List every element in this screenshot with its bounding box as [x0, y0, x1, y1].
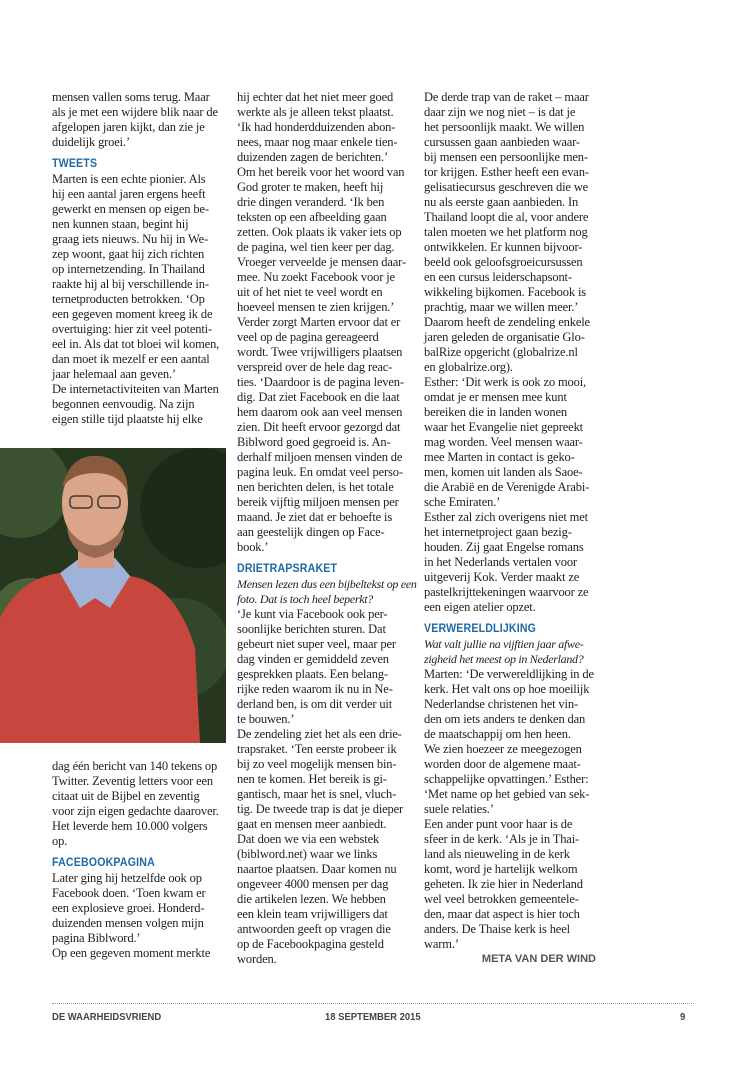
text-line: (biblword.net) waar we links — [237, 847, 378, 861]
text-line: ‘Met name op het gebied van sek- — [424, 787, 590, 801]
text-line: sche Emiraten.’ — [424, 495, 501, 509]
text-line: soonlijke berichten sturen. Dat — [237, 622, 386, 636]
text-line: verspreid over de hele dag reac- — [237, 360, 393, 374]
text-line: komt, word je hartelijk welkom — [424, 862, 578, 876]
text-line: te bouwen.’ — [237, 712, 295, 726]
footer-publication: DE WAARHEIDSVRIEND — [52, 1011, 162, 1023]
interview-question — [424, 637, 606, 667]
footer-divider — [52, 1003, 694, 1004]
text-line: derhalf miljoen mensen vinden de — [237, 450, 403, 464]
text-line: Marten: ‘De verwereldlijking in de — [424, 667, 594, 681]
text-line: beeld ook geloofsgroeicursussen — [424, 255, 583, 269]
text-line: mag worden. Veel mensen waar- — [424, 435, 583, 449]
text-line: ternetproducten betrokken. ‘Op — [52, 292, 205, 306]
text-line: gaat en mensen meer aanbiedt. — [237, 817, 387, 831]
text-line: Op een gegeven moment merkte — [52, 946, 211, 960]
text-line: sfeer in de kerk. ‘Als je in Thai- — [424, 832, 580, 846]
paragraph — [52, 759, 234, 849]
text-line: ‘Ik had honderdduizenden abon- — [237, 120, 396, 134]
text-line: eel in. Als dat tot bloei wil komen, — [52, 337, 220, 351]
text-line: maand. Je ziet dat er behoefte is — [237, 510, 393, 524]
text-line: den om iets anders te denken dan — [424, 712, 586, 726]
text-line: Mensen lezen dus een bijbeltekst op een — [237, 577, 417, 591]
text-line: duidelijk groei.’ — [52, 135, 130, 149]
text-line: Biblword goed gegroeid is. An- — [237, 435, 391, 449]
text-line: prachtig, maar we willen meer.’ — [424, 300, 579, 314]
text-line: citaat uit de Bijbel en zeventig — [52, 789, 200, 803]
text-line: en globalrize.org). — [424, 360, 513, 374]
text-line: begonnen eenvoudig. Na zijn — [52, 397, 195, 411]
text-line: kerk. Het valt ons op hoe moeilijk — [424, 682, 590, 696]
text-line: bereik vijftig miljoen mensen per — [237, 495, 399, 509]
text-line: hij een aantal jaren ergens heeft — [52, 187, 206, 201]
text-line: gelisatiecursus geschreven die we — [424, 180, 589, 194]
column-2 — [237, 90, 419, 967]
text-line: raakte hij al bij verschillende in- — [52, 277, 209, 291]
text-line: foto. Dat is toch heel beperkt? — [237, 592, 374, 606]
text-line: een gegeven moment kreeg ik de — [52, 307, 213, 321]
text-line: hoeveel mensen te zien krijgen.’ — [237, 300, 395, 314]
text-line: Esther: ‘Dit werk is ook zo mooi, — [424, 375, 587, 389]
text-line: zien. Dit heeft ervoor gezorgd dat — [237, 420, 401, 434]
text-line: Later ging hij hetzelfde ook op — [52, 871, 202, 885]
footer-date: 18 SEPTEMBER 2015 — [325, 1011, 421, 1023]
text-line: op. — [52, 834, 68, 848]
text-line: graag iets nieuws. Nu hij in We- — [52, 232, 209, 246]
text-line: eigen stille tijd plaatste hij elke — [52, 412, 203, 426]
text-line: dag één bericht van 140 tekens op — [52, 759, 218, 773]
text-line: het persoonlijk maakt. We willen — [424, 120, 585, 134]
text-line: Nederlandse christenen het vin- — [424, 697, 578, 711]
text-line: Een ander punt voor haar is de — [424, 817, 573, 831]
text-line: pagina leuk. En omdat veel perso- — [237, 465, 403, 479]
text-line: ongeveer 4000 mensen per dag — [237, 877, 389, 891]
text-line: in het Nederlands vertalen voor — [424, 555, 577, 569]
section-heading — [52, 157, 219, 172]
section-heading — [424, 622, 591, 637]
text-line: de maatschappij om hen heen. — [424, 727, 571, 741]
text-line: Twitter. Zeventig letters voor een — [52, 774, 213, 788]
text-line: werkte als je alleen tekst plaatst. — [237, 105, 394, 119]
text-line: naartoe plaatsen. Daar komen nu — [237, 862, 397, 876]
text-line: De internetactiviteiten van Marten — [52, 382, 219, 396]
text-line: daar zijn we nog niet – is dat je — [424, 105, 576, 119]
text-line: tor krijgen. Esther heeft een evan- — [424, 165, 589, 179]
text-line: uitgeverij Kok. Verder maakt ze — [424, 570, 580, 584]
text-line: mensen vallen soms terug. Maar — [52, 90, 210, 104]
section-heading — [237, 562, 404, 577]
text-line: book.’ — [237, 540, 269, 554]
text-line: uit of het niet te veel wordt en — [237, 285, 383, 299]
text-line: VERWERELDLIJKING — [424, 623, 537, 635]
paragraph — [237, 607, 419, 967]
interview-question — [237, 577, 419, 607]
paragraph — [424, 90, 606, 615]
paragraph — [52, 90, 234, 150]
text-line: rijke reden waarom ik nu in Ne- — [237, 682, 393, 696]
text-line: men, komen uit landen als Saoe- — [424, 465, 583, 479]
text-line: op de Facebookpagina gesteld — [237, 937, 384, 951]
portrait-photo — [0, 448, 226, 743]
portrait-image — [0, 448, 226, 743]
text-line: FACEBOOKPAGINA — [52, 857, 155, 869]
text-line: De zendeling ziet het als een drie- — [237, 727, 402, 741]
text-line: dan moet ik mezelf er een aantal — [52, 352, 210, 366]
text-line: nen te komen. Het bereik is gi- — [237, 772, 387, 786]
text-line: duizenden mensen volgen mijn — [52, 916, 204, 930]
text-line: houden. Zij gaat Engelse romans — [424, 540, 584, 554]
text-line: bij zo veel mogelijk mensen bin- — [237, 757, 397, 771]
text-line: aan geestelijk dingen op Face- — [237, 525, 385, 539]
text-line: ‘Je kunt via Facebook ook per- — [237, 607, 388, 621]
text-line: een eigen atelier opzet. — [424, 600, 536, 614]
text-line: worden. — [237, 952, 277, 966]
text-line: Daarom heeft de zendeling enkele — [424, 315, 590, 329]
text-line: dag vinden er gemiddeld zeven — [237, 652, 389, 666]
text-line: schappelijke opvattingen.’ Esther: — [424, 772, 589, 786]
text-line: Wat valt jullie na vijftien jaar afwe- — [424, 637, 584, 651]
text-line: bereiken die in landen wonen — [424, 405, 567, 419]
text-line: veel op de pagina gereageerd — [237, 330, 379, 344]
column-1-top — [52, 90, 234, 427]
text-line: Esther zal zich overigens niet met — [424, 510, 588, 524]
author-byline — [424, 952, 606, 967]
text-line: worden door de algemene maat- — [424, 757, 581, 771]
text-line: tig. De tweede trap is dat je dieper — [237, 802, 404, 816]
text-line: balRize opgericht (globalrize.nl — [424, 345, 578, 359]
paragraph — [237, 90, 419, 555]
text-line: wordt. Twee vrijwilligers plaatsen — [237, 345, 403, 359]
text-line: Het leverde hem 10.000 volgers — [52, 819, 208, 833]
paragraph — [52, 871, 234, 961]
text-line: Thailand loopt die al, voor andere — [424, 210, 589, 224]
text-line: suele relaties.’ — [424, 802, 494, 816]
text-line: bij mensen een persoonlijke men- — [424, 150, 588, 164]
text-line: den, maar dat aspect is hier toch — [424, 907, 580, 921]
text-line: gesprekken plaats. Een belang- — [237, 667, 388, 681]
text-line: zetten. Ook plaats ik vaker iets op — [237, 225, 402, 239]
text-line: het internetproject gaan bezig- — [424, 525, 572, 539]
text-line: We zien hoezeer ze meegezogen — [424, 742, 582, 756]
text-line: derland ben, is om dit verder uit — [237, 697, 393, 711]
text-line: overtuiging: hier zit veel potenti- — [52, 322, 212, 336]
text-line: drie dingen veranderd. ‘Ik ben — [237, 195, 385, 209]
text-line: warm.’ — [424, 937, 459, 951]
text-line: Marten is een echte pionier. Als — [52, 172, 206, 186]
text-line: ties. ‘Daardoor is de pagina leven- — [237, 375, 404, 389]
text-line: anders. De Thaise kerk is heel — [424, 922, 570, 936]
text-line: omdat je er mensen mee kunt — [424, 390, 567, 404]
footer-page-number: 9 — [680, 1011, 686, 1023]
text-line: Vroeger verveelde je mensen daar- — [237, 255, 406, 269]
text-line: waar het Evangelie niet gepreekt — [424, 420, 584, 434]
text-line: gewerkt en mensen op eigen be- — [52, 202, 209, 216]
text-line: nen berichten delen, is het totale — [237, 480, 394, 494]
text-line: TWEETS — [52, 158, 98, 170]
section-heading — [52, 856, 219, 871]
text-line: cursussen gaan aanbieden waar- — [424, 135, 580, 149]
text-line: land als nieuweling in de kerk — [424, 847, 570, 861]
text-line: die Arabië en de Verenigde Arabi- — [424, 480, 590, 494]
text-line: hij echter dat het niet meer goed — [237, 90, 394, 104]
text-line: als je met een wijdere blik naar de — [52, 105, 218, 119]
text-line: gantisch, maar het is snel, vluch- — [237, 787, 397, 801]
text-line: geheten. Ik zie hier in Nederland — [424, 877, 583, 891]
text-line: nees, maar nog maar enkele tien- — [237, 135, 398, 149]
text-line: nu als eerste gaan aanbieden. In — [424, 195, 579, 209]
column-1-bottom — [52, 759, 234, 961]
text-line: pastelkrijttekeningen waarvoor ze — [424, 585, 589, 599]
text-line: nen kunnen staan, begint hij — [52, 217, 189, 231]
text-line: mee. Nu zoekt Facebook voor je — [237, 270, 395, 284]
text-line: die artikelen lezen. We hebben — [237, 892, 386, 906]
text-line: een klein team vrijwilligers dat — [237, 907, 388, 921]
paragraph — [52, 172, 234, 427]
text-line: dig. Dat ziet Facebook en die laat — [237, 390, 400, 404]
text-line: duizenden zagen de berichten.’ — [237, 150, 388, 164]
text-line: ontwikkelen. Er kunnen bijvoor- — [424, 240, 583, 254]
text-line: afgelopen jaren kijkt, dan zie je — [52, 120, 205, 134]
text-line: wel veel betrokken gemeentele- — [424, 892, 579, 906]
text-line: gebeurt niet super veel, maar per — [237, 637, 396, 651]
text-line: wikkeling bijkomen. Facebook is — [424, 285, 586, 299]
text-line: en een cursus leiderschapsont- — [424, 270, 572, 284]
text-line: jaar helemaal aan geven.’ — [52, 367, 176, 381]
text-line: mee Marten in contact is geko- — [424, 450, 575, 464]
text-line: antwoorden geeft op vragen die — [237, 922, 391, 936]
text-line: Facebook doen. ‘Toen kwam er — [52, 886, 206, 900]
text-line: voor zijn eigen gedachte daarover. — [52, 804, 219, 818]
text-line: Verder zorgt Marten ervoor dat er — [237, 315, 401, 329]
text-line: de pagina, wel tien keer per dag. — [237, 240, 395, 254]
text-line: Dat doen we via een webstek — [237, 832, 380, 846]
column-3 — [424, 90, 606, 967]
text-line: trapsraket. ‘Ten eerste probeer ik — [237, 742, 397, 756]
text-line: op internetzending. In Thailand — [52, 262, 205, 276]
paragraph — [424, 667, 606, 952]
text-line: teksten op een afbeelding gaan — [237, 210, 387, 224]
text-line: God groter te maken, heeft hij — [237, 180, 384, 194]
text-line: zep woont, gaat hij zich richten — [52, 247, 205, 261]
text-line: talen moeten we het platform nog — [424, 225, 588, 239]
text-line: De derde trap van de raket – maar — [424, 90, 589, 104]
text-line: jaren geleden de organisatie Glo- — [424, 330, 585, 344]
text-line: DRIETRAPSRAKET — [237, 563, 338, 575]
text-line: een explosieve groei. Honderd- — [52, 901, 205, 915]
text-line: Om het bereik voor het woord van — [237, 165, 405, 179]
text-line: META VAN DER WIND — [481, 953, 596, 965]
text-line: pagina Biblword.’ — [52, 931, 141, 945]
text-line: hem daarom ook aan veel mensen — [237, 405, 403, 419]
text-line: zigheid het meest op in Nederland? — [424, 652, 584, 666]
